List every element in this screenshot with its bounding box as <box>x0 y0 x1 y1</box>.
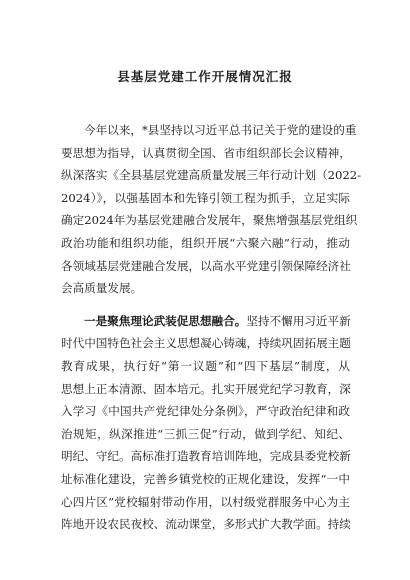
text-line: 2024）》，以强基固本和先锋引领工程为抓手，立足实际 <box>61 190 350 205</box>
text-line: 治规矩，纵深推进“三抓三促”行动，做到学纪、知纪、 <box>61 426 350 441</box>
document-title: 县基层党建工作开展情况汇报 <box>117 69 293 84</box>
text-line: 要思想为指导，认真贯彻全国、省市组织部长会议精神， <box>61 145 351 160</box>
text-line: 址标准化建设，完善乡镇党校的正规化建设，发挥“一中 <box>61 471 350 486</box>
text-line: 心四片区”党校辐射带动作用，以村级党群服务中心为主 <box>61 494 350 509</box>
paragraph-1 <box>61 119 362 300</box>
text-line: 确定2024年为基层党建融合发展年，聚焦增强基层党组织 <box>61 213 358 228</box>
text-line: 教育成果，执行好“第一议题”和“四下基层”制度，从 <box>61 358 350 373</box>
text-line: 时代中国特色社会主义思想凝心铸魂，持续巩固拓展主题 <box>61 336 351 351</box>
document-body <box>61 119 362 536</box>
text-line: 思想上正本清源、固本培元。扎实开展党纪学习教育，深 <box>61 381 351 396</box>
text-line: 纵深落实《全县基层党建高质量发展三年行动计划（2022- <box>61 168 362 183</box>
section-heading: 一是聚焦理论武装促思想融合。 <box>84 313 247 328</box>
text-line: 会高质量发展。 <box>61 281 143 296</box>
text-line: 明纪、守纪。高标准打造教育培训阵地，完成县委党校新 <box>61 449 351 464</box>
text-line: 入学习《中国共产党纪律处分条例》，严守政治纪律和政 <box>61 404 350 419</box>
text-run: 坚持不懈用习近平新 <box>246 313 351 328</box>
paragraph-2 <box>61 310 350 536</box>
text-line: 政治功能和组织功能，组织开展“六聚六融”行动，推动 <box>61 235 350 250</box>
text-line <box>61 310 350 333</box>
text-line: 阵地开设农民夜校、流动课堂，多形式扩大教学面。持续 <box>61 517 351 532</box>
text-line: 今年以来，*县坚持以习近平总书记关于党的建设的重 <box>84 123 357 137</box>
text-line: 各领域基层党建融合发展，以高水平党建引领保障经济社 <box>61 258 351 273</box>
